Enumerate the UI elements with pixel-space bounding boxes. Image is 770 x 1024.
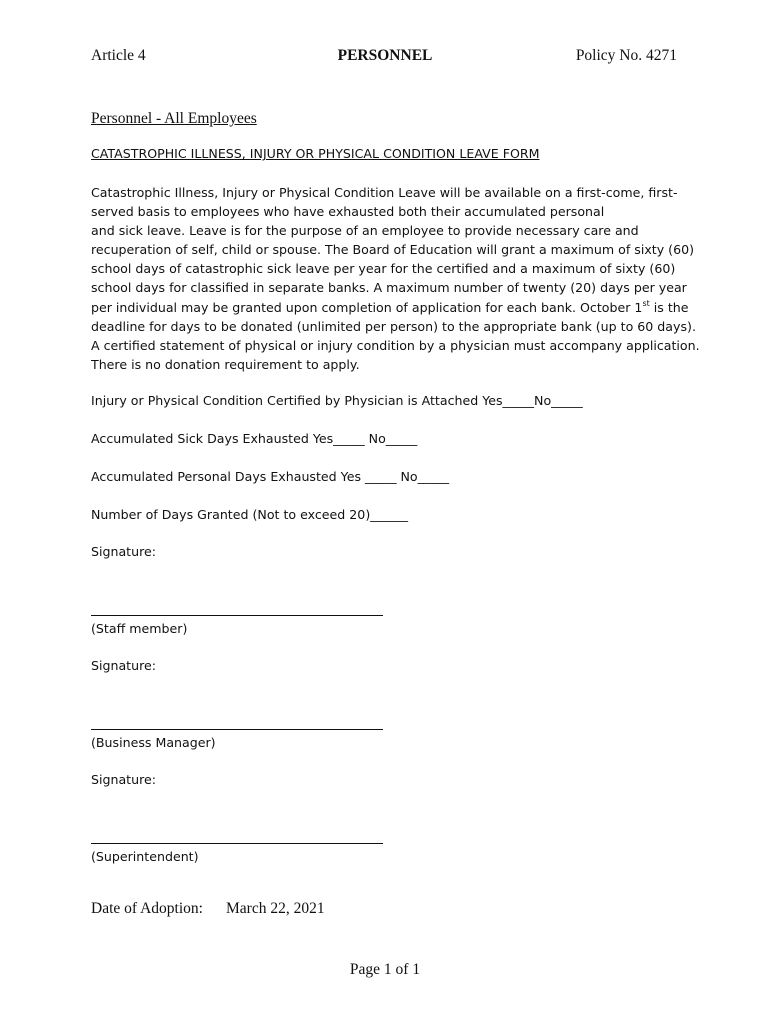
form-title: CATASTROPHIC ILLNESS, INJURY OR PHYSICAL CONDITION LEAVE FORM [91, 146, 540, 161]
policy-paragraph [91, 183, 700, 374]
role-staff-member: (Staff member) [91, 621, 188, 636]
sick-days-exhausted-field[interactable]: Accumulated Sick Days Exhausted Yes_____ No_____ [91, 431, 418, 446]
policy-number: Policy No. 4271 [575, 47, 677, 64]
signature-line-staff[interactable] [91, 615, 383, 616]
paragraph-line: school days of catastrophic sick leave per year for the certified and a maximum of sixty (60) [91, 261, 676, 277]
paragraph-line: Catastrophic Illness, Injury or Physical Condition Leave will be available on a first-come, first- [91, 185, 678, 200]
paragraph-line [91, 298, 689, 317]
adoption-date: March 22, 2021 [226, 900, 325, 917]
ordinal-suffix: st [642, 298, 650, 308]
paragraph-line: and sick leave. Leave is for the purpose of an employee to provide necessary care and [91, 223, 639, 239]
paragraph-line: school days for classified in separate banks. A maximum number of twenty (20) days per year [91, 280, 687, 296]
paragraph-line: deadline for days to be donated (unlimited per person) to the appropriate bank (up to 60 days). [91, 318, 696, 334]
days-granted-field[interactable]: Number of Days Granted (Not to exceed 20)______ [91, 507, 409, 522]
paragraph-text: is the [649, 299, 689, 315]
page-number: Page 1 of 1 [349, 961, 421, 978]
paragraph-line: A certified statement of physical or injury condition by a physician must accompany application. [91, 337, 700, 353]
signature-label-business-manager: Signature: [91, 658, 156, 673]
signature-label-staff: Signature: [91, 544, 156, 559]
role-business-manager: (Business Manager) [91, 735, 216, 750]
signature-label-superintendent: Signature: [91, 772, 156, 787]
paragraph-text: per individual may be granted upon completion of application for each bank. October 1 [91, 299, 643, 315]
adoption-date-label: Date of Adoption: [91, 900, 203, 917]
article-label: Article 4 [91, 47, 146, 64]
personal-days-exhausted-field[interactable]: Accumulated Personal Days Exhausted Yes _____ No_____ [91, 469, 450, 484]
paragraph-line: There is no donation requirement to apply. [91, 356, 360, 372]
section-title: PERSONNEL [337, 47, 433, 64]
role-superintendent: (Superintendent) [91, 849, 199, 864]
paragraph-line: served basis to employees who have exhausted both their accumulated personal [91, 204, 605, 220]
signature-line-superintendent[interactable] [91, 843, 383, 844]
paragraph-line: recuperation of self, child or spouse. The Board of Education will grant a maximum of sixty (60) [91, 242, 695, 258]
signature-line-business-manager[interactable] [91, 729, 383, 730]
subheading: Personnel - All Employees [91, 110, 257, 127]
physician-certified-field[interactable]: Injury or Physical Condition Certified by Physician is Attached Yes_____No_____ [91, 393, 583, 408]
